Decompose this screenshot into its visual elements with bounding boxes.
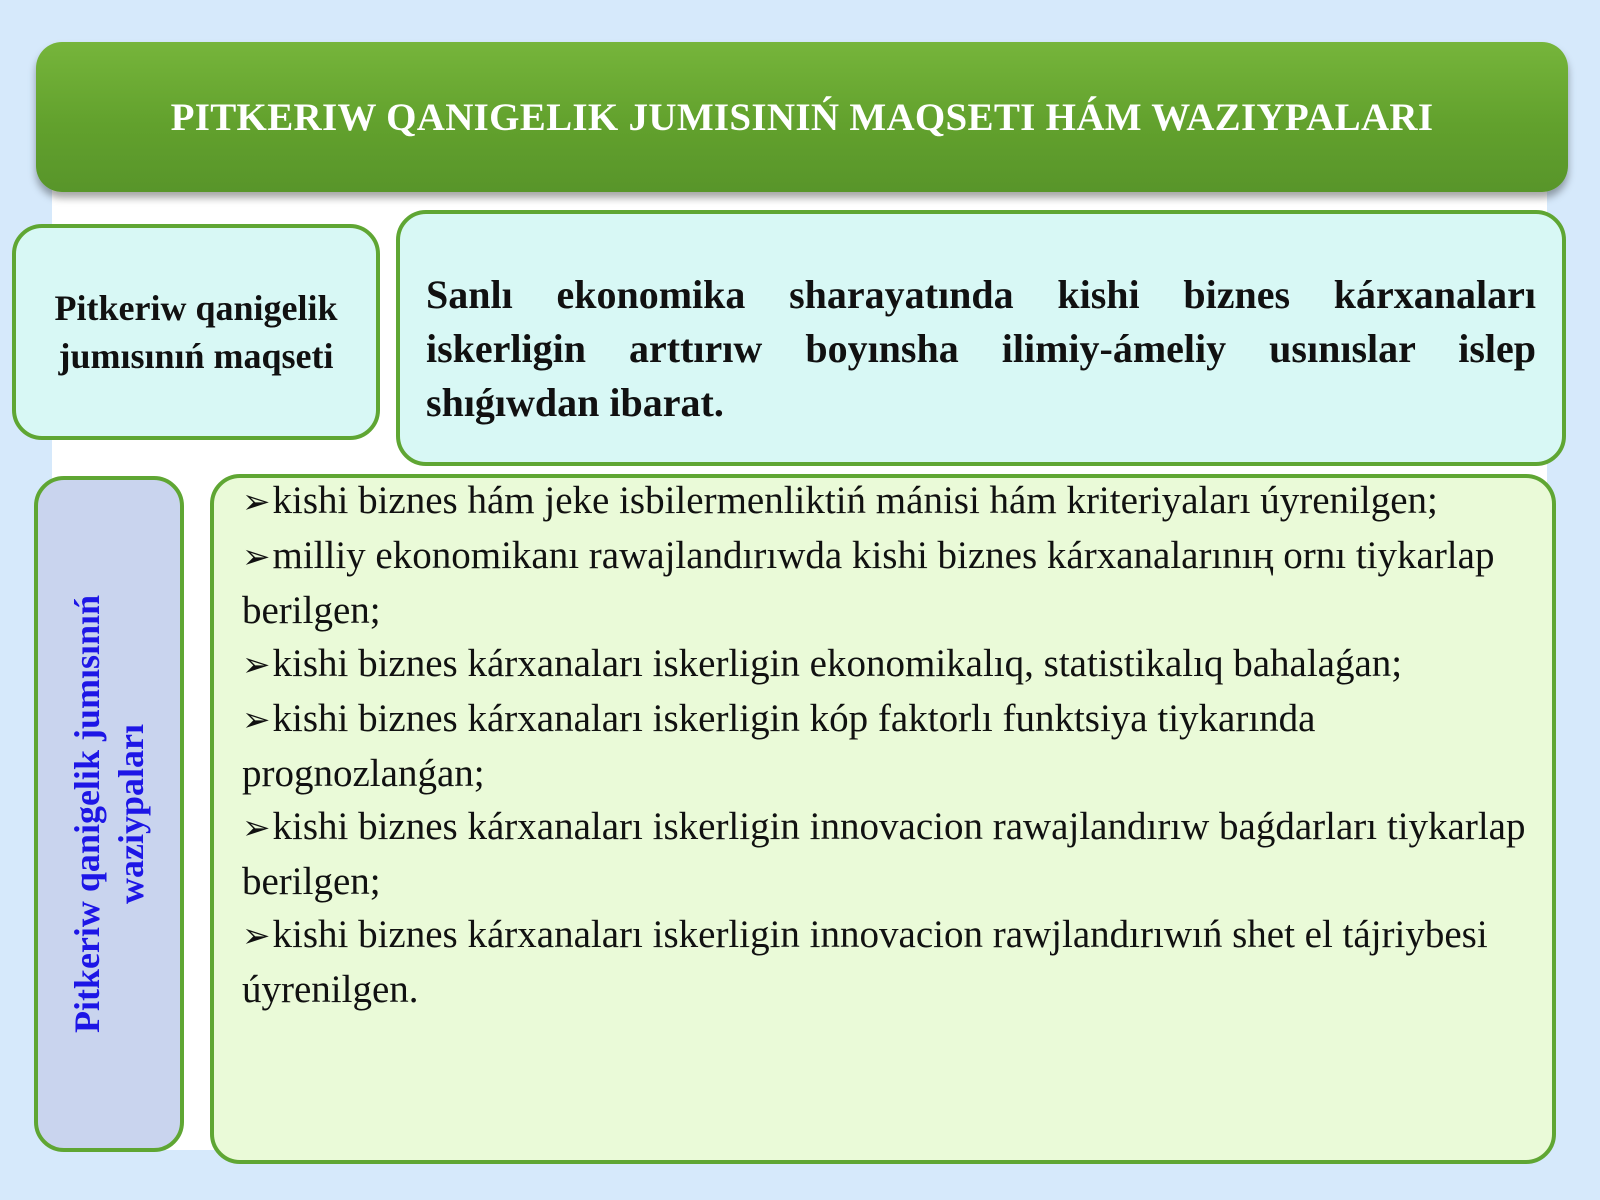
arrow-bullet-icon: ➢ <box>242 537 271 577</box>
arrow-bullet-icon: ➢ <box>242 482 271 522</box>
task-item <box>242 692 1526 800</box>
task-text: kishi biznes kárxanaları iskerligin kóp faktorlı funktsiya tiykarında prognozlanǵan; <box>242 697 1316 795</box>
task-item <box>242 908 1526 1016</box>
title-banner <box>36 42 1568 192</box>
goal-text: Sanlı ekonomika sharayatında kishi biznes kárxanaları iskerligin arttırıw boyınsha ilimiy-ámeliy usınıslar islep shıǵıwdan ibarat. <box>426 272 1536 425</box>
task-item <box>242 474 1526 529</box>
arrow-bullet-icon: ➢ <box>242 808 271 848</box>
task-item <box>242 637 1526 692</box>
task-list <box>242 474 1526 1016</box>
goal-label-box <box>12 224 380 440</box>
task-text: kishi biznes kárxanaları iskerligin innovacion rawjlandırıwıń shet el tájriybesi úyrenilgen. <box>242 913 1488 1011</box>
arrow-bullet-icon: ➢ <box>242 916 271 956</box>
tasks-box <box>210 474 1556 1164</box>
task-text: kishi biznes kárxanaları iskerligin ekonomikalıq, statistikalıq bahalaǵan; <box>272 642 1403 685</box>
task-text: kishi biznes hám jeke isbilermenliktiń mánisi hám kriteriyaları úyrenilgen; <box>272 479 1438 522</box>
slide-title: PITKERIW QANIGELIK JUMISINIŃ MAQSETI HÁM WAZIYPALARI <box>170 95 1434 139</box>
tasks-label-box <box>34 476 184 1152</box>
task-item <box>242 800 1526 908</box>
arrow-bullet-icon: ➢ <box>242 700 271 740</box>
goal-label: Pitkeriw qanigelik jumısınıń maqseti <box>54 288 338 376</box>
task-text: kishi biznes kárxanaları iskerligin innovacion rawajlandırıw baǵdarları tiykarlap berilgen; <box>242 805 1526 903</box>
goal-text-box <box>396 210 1566 466</box>
tasks-label: Pitkeriw qanigelik jumısınıń waziypaları <box>67 594 151 1034</box>
task-item <box>242 529 1526 637</box>
task-text: milliy ekonomikanı rawajlandırıwda kishi biznes kárxanalarınıң ornı tiykarlap berilgen; <box>242 534 1495 632</box>
arrow-bullet-icon: ➢ <box>242 645 271 685</box>
